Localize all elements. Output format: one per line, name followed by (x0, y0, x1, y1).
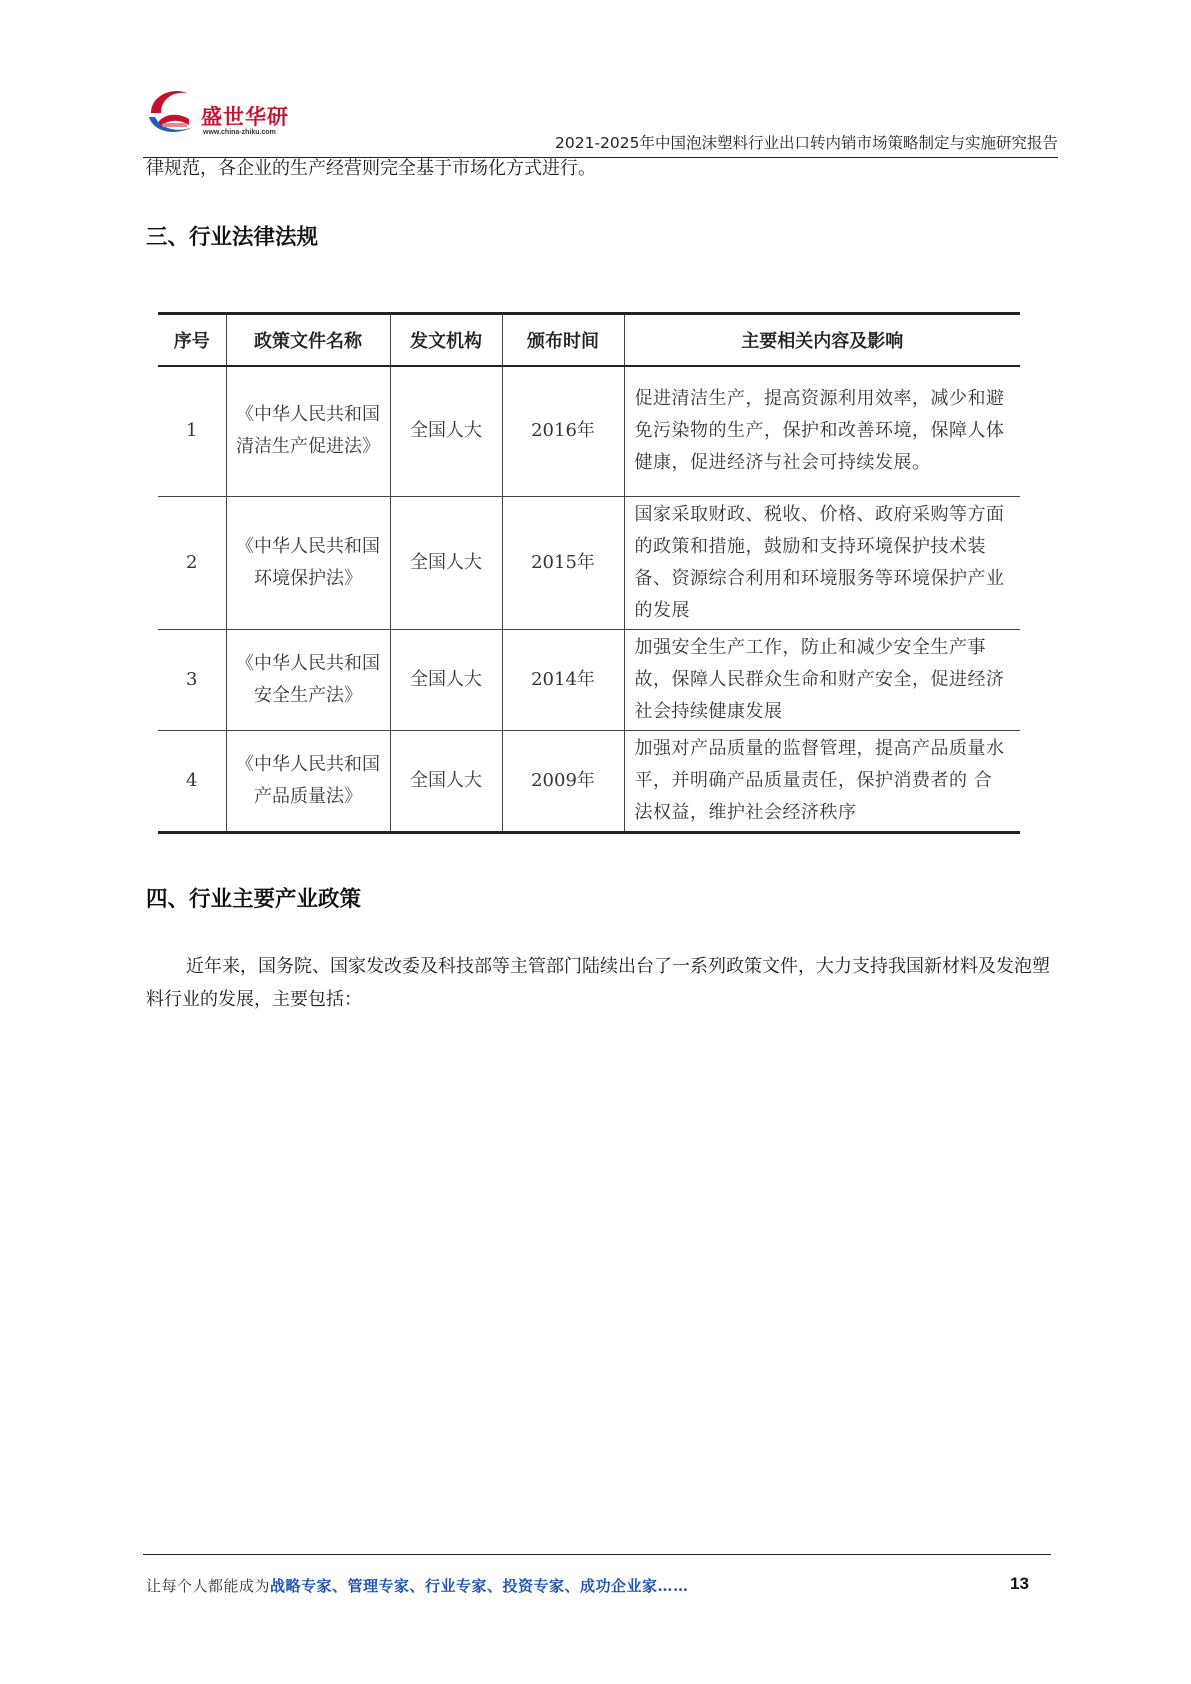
cell-content: 促进清洁生产，提高资源利用效率，减少和避免污染物的生产，保护和改善环境，保障人体健康，促进经济与社会可持续发展。 (624, 366, 1020, 496)
col-header-no: 序号 (158, 314, 226, 367)
cell-no: 2 (158, 496, 226, 629)
policies-paragraph: 近年来，国务院、国家发改委及科技部等主管部门陆续出台了一系列政策文件，大力支持我国新材料及发泡塑料行业的发展，主要包括： (146, 956, 1050, 1010)
cell-no: 3 (158, 629, 226, 730)
table-row (158, 496, 1020, 629)
cell-year: 2014年 (502, 629, 624, 730)
logo-text: 盛世华研 (201, 105, 289, 129)
cell-org: 全国人大 (390, 629, 502, 730)
cell-name: 《中华人民共和国安全生产法》 (226, 629, 390, 730)
intro-paragraph: 律规范，各企业的生产经营则完全基于市场化方式进行。 (146, 158, 596, 179)
table-row (158, 730, 1020, 832)
cell-year: 2016年 (502, 366, 624, 496)
cell-name: 《中华人民共和国环境保护法》 (226, 496, 390, 629)
company-logo (143, 83, 313, 143)
cell-year: 2015年 (502, 496, 624, 629)
col-header-year: 颁布时间 (502, 314, 624, 367)
footer-prefix: 让每个人都能成为 (146, 1577, 271, 1595)
section-heading-laws: 三、行业法律法规 (146, 225, 319, 250)
laws-table (158, 312, 1020, 834)
page-header (143, 78, 1058, 158)
cell-content: 加强安全生产工作，防止和减少安全生产事故，保障人民群众生命和财产安全，促进经济社会持续健康发展 (624, 629, 1020, 730)
logo-emblem-icon (143, 83, 203, 143)
logo-url: www.china-zhiku.com (203, 129, 276, 136)
cell-content: 国家采取财政、税收、价格、政府采购等方面的政策和措施，鼓励和支持环境保护技术装备、资源综合利用和环境服务等环境保护产业的发展 (624, 496, 1020, 629)
cell-content: 加强对产品质量的监督管理，提高产品质量水平，并明确产品质量责任，保护消费者的 合法权益，维护社会经济秩序 (624, 730, 1020, 832)
cell-org: 全国人大 (390, 366, 502, 496)
section-heading-policies: 四、行业主要产业政策 (146, 887, 362, 912)
cell-org: 全国人大 (390, 730, 502, 832)
cell-year: 2009年 (502, 730, 624, 832)
cell-no: 1 (158, 366, 226, 496)
page-number: 13 (1010, 1574, 1029, 1593)
table-row (158, 366, 1020, 496)
col-header-org: 发文机构 (390, 314, 502, 367)
col-header-name: 政策文件名称 (226, 314, 390, 367)
cell-no: 4 (158, 730, 226, 832)
cell-name: 《中华人民共和国产品质量法》 (226, 730, 390, 832)
footer-divider (143, 1554, 1051, 1555)
footer-highlight: 战略专家、管理专家、行业专家、投资专家、成功企业家…… (270, 1577, 689, 1595)
table-row (158, 629, 1020, 730)
cell-name: 《中华人民共和国清洁生产促进法》 (226, 366, 390, 496)
table-header-row (158, 314, 1020, 367)
report-title: 2021-2025年中国泡沫塑料行业出口转内销市场策略制定与实施研究报告 (555, 134, 1058, 152)
footer-slogan (146, 1575, 689, 1596)
cell-org: 全国人大 (390, 496, 502, 629)
col-header-content: 主要相关内容及影响 (624, 314, 1020, 367)
